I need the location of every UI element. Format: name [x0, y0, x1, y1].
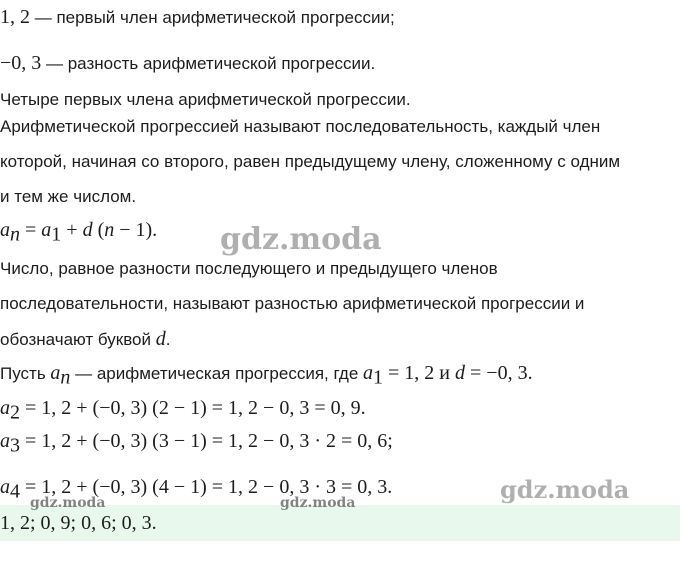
- difference-definition-2: последовательности, называют разностью арифметической прогрессии и: [0, 294, 585, 313]
- difference-definition-3: [0, 328, 170, 351]
- watermark-center: gdz.moda: [220, 222, 382, 257]
- general-formula: [0, 219, 157, 246]
- let-a1-value: = 1, 2 и: [383, 362, 456, 384]
- formula-a1-sub: 1: [51, 223, 62, 246]
- equation-a3: [0, 430, 393, 457]
- line-four-terms: Четыре первых члена арифметической прогрессии.: [0, 90, 411, 109]
- formula-paren: (: [92, 219, 105, 241]
- a4-sub: 4: [10, 480, 20, 503]
- answer-line: 1, 2; 0, 9; 0, 6; 0, 3.: [0, 512, 157, 534]
- let-statement: [0, 362, 533, 389]
- let-text: — арифметическая прогрессия, где: [70, 364, 364, 383]
- let-an: a: [50, 362, 61, 384]
- line-first-term: [0, 6, 395, 29]
- a4-expression: = 1, 2 + (−0, 3) (4 − 1) = 1, 2 − 0, 3 · 3 = 0, 3.: [20, 476, 393, 498]
- formula-plus: +: [61, 219, 83, 241]
- a3-var: a: [0, 430, 10, 452]
- first-term-value: 1, 2: [0, 6, 30, 28]
- difference-definition-1: Число, равное разности последующего и предыдущего членов: [0, 259, 498, 278]
- letter-d: d: [155, 328, 166, 350]
- let-word: Пусть: [0, 364, 51, 383]
- difference-value: −0, 3: [0, 52, 42, 74]
- watermark-small-left: gdz.moda: [30, 495, 106, 511]
- definition-line-2: которой, начиная со второго, равен предыдущему члену, сложенному с одним: [0, 152, 621, 171]
- difference-text: — разность арифметической прогрессии.: [41, 54, 376, 73]
- let-d-value: = −0, 3.: [465, 362, 533, 384]
- first-term-text: — первый член арифметической прогрессии;: [30, 8, 395, 27]
- watermark-right: gdz.moda: [500, 475, 630, 504]
- difference-definition-end: .: [165, 330, 171, 349]
- formula-an: a: [0, 219, 10, 241]
- a3-expression: = 1, 2 + (−0, 3) (3 − 1) = 1, 2 − 0, 3 · 2 = 0, 6;: [20, 430, 393, 452]
- formula-n: n: [104, 219, 115, 241]
- definition-line-1: Арифметической прогрессией называют последовательность, каждый член: [0, 117, 601, 136]
- let-d: d: [455, 362, 466, 384]
- a3-sub: 3: [10, 434, 20, 457]
- definition-line-3: и тем же числом.: [0, 187, 137, 206]
- a2-expression: = 1, 2 + (−0, 3) (2 − 1) = 1, 2 − 0, 3 = 0, 9.: [20, 397, 366, 419]
- watermark-small-center: gdz.moda: [280, 495, 356, 511]
- difference-definition-text: обозначают буквой: [0, 330, 156, 349]
- a2-var: a: [0, 397, 10, 419]
- formula-eq: =: [20, 219, 42, 241]
- let-an-sub: n: [60, 366, 71, 389]
- formula-an-sub: n: [10, 223, 20, 246]
- equation-a2: [0, 397, 366, 424]
- formula-a1: a: [41, 219, 52, 241]
- formula-d: d: [82, 219, 93, 241]
- a2-sub: 2: [10, 401, 20, 424]
- formula-end: − 1).: [114, 219, 158, 241]
- line-difference: [0, 52, 375, 75]
- a4-var: a: [0, 476, 10, 498]
- let-a1: a: [363, 362, 374, 384]
- let-a1-sub: 1: [373, 366, 384, 389]
